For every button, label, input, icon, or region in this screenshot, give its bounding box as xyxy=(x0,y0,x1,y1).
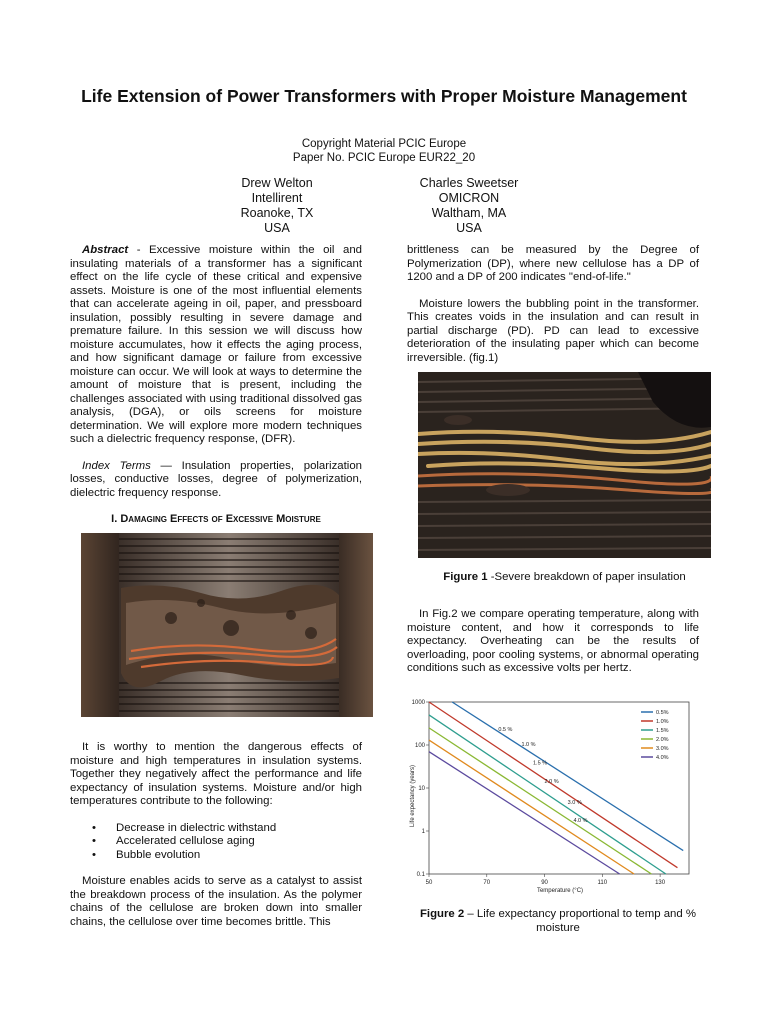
author-org: Intellirent xyxy=(251,191,303,205)
legend-label: 1.0% xyxy=(656,719,669,725)
figure-2-text: – Life expectancy proportional to temp and % moisture xyxy=(464,908,697,934)
body-paragraph: brittleness can be measured by the Degree of Polymerization (DP), where new cellulose has a DP of 1200 and a DP of 200 indicates "end-of-life." xyxy=(407,244,699,283)
x-tick-label: 70 xyxy=(483,880,491,886)
x-tick-label: 50 xyxy=(425,880,433,886)
author-city: Waltham, MA xyxy=(431,206,507,220)
effects-list xyxy=(70,822,362,863)
y-tick-label: 0.1 xyxy=(416,872,425,878)
legend-label: 1.5% xyxy=(656,728,669,734)
body-paragraph: In Fig.2 we compare operating temperature, along with moisture content, and how it corresponds to life expectancy. Overheating can be the results of overloading, poor cooling systems, or abnormal operating conditions such as excessive volts per hertz. xyxy=(407,608,699,674)
index-terms-text: — Insulation properties, polarization losses, conductive losses, degree of polymerization, dielectric frequency response. xyxy=(70,459,362,499)
figure-1-photo xyxy=(418,372,711,558)
copyright-line: Copyright Material PCIC Europe xyxy=(301,138,467,150)
list-item: • Decrease in dielectric withstand xyxy=(92,821,277,834)
section-number: I. xyxy=(111,513,118,525)
author-org: OMICRON xyxy=(438,191,500,205)
y-tick-label: 1 xyxy=(421,829,425,835)
figure-2-chart xyxy=(405,694,705,898)
figure-1-label: Figure 1 xyxy=(443,571,488,583)
paper-title: Life Extension of Power Transformers with Proper Moisture Management xyxy=(81,86,687,106)
x-axis-label: Temperature (°C) xyxy=(536,888,584,894)
author-block-2 xyxy=(384,176,554,236)
series-annotation: 2.0 % xyxy=(544,779,559,786)
index-terms-label: Index Terms xyxy=(82,459,151,472)
left-column-top xyxy=(70,244,362,527)
series-annotation: 0.5 % xyxy=(498,727,513,734)
author-country: USA xyxy=(264,221,290,235)
figure-2-caption xyxy=(418,908,698,935)
figure-1-caption xyxy=(418,571,711,585)
legend-label: 3.0% xyxy=(656,746,669,752)
left-column-bottom xyxy=(70,741,362,942)
author-city: Roanoke, TX xyxy=(240,206,314,220)
legend-label: 0.5% xyxy=(656,710,669,716)
author-name: Drew Welton xyxy=(241,176,313,190)
abstract-paragraph xyxy=(70,244,362,447)
body-paragraph: Moisture enables acids to serve as a catalyst to assist the breakdown process of the insulation. As the polymer chains of the cellulose are broken down into smaller chains, the cellulose over time becomes brittle. This xyxy=(70,875,362,928)
abstract-text: - Excessive moisture within the oil and insulating materials of a transformer has a significant effect on the life cycle of these critical and expensive assets. Moisture is one of the most influential elements that can accelerate ageing in oil, paper, and pressboard insulation, possibly resulting in severe damage and premature failure. In this session we will discuss how moisture accumulates, how it effects the aging process, and how significant damage or failure from excessive moisture can occur. We will look at ways to determine the amount of moisture that is present, including the challenges associated with using traditional dissolved gas analysis, (DGA), or oils screens for moisture determination. We will explore more modern techniques such a dielectric frequency response, (DFR). xyxy=(70,244,362,445)
y-tick-label: 100 xyxy=(414,743,425,749)
author-name: Charles Sweetser xyxy=(419,176,519,190)
figure-1-text: -Severe breakdown of paper insulation xyxy=(487,571,686,583)
x-tick-label: 130 xyxy=(655,880,666,886)
body-paragraph: It is worthy to mention the dangerous effects of moisture and high temperatures in insulation systems. Together they negatively affect the performance and life expectancy of insulation systems. Moisture and/or high temperatures contribute to the following: xyxy=(70,741,362,807)
x-tick-label: 110 xyxy=(597,880,608,886)
section-title: Damaging Effects of Excessive Moisture xyxy=(120,513,321,525)
abstract-label: Abstract xyxy=(82,244,129,256)
paper-number: Paper No. PCIC Europe EUR22_20 xyxy=(292,152,476,164)
list-item: • Accelerated cellulose aging xyxy=(92,835,255,847)
series-annotation: 1.0 % xyxy=(521,741,536,748)
series-annotation: 4.0 % xyxy=(573,818,588,825)
y-tick-label: 10 xyxy=(418,786,425,792)
list-item: • Bubble evolution xyxy=(92,848,201,861)
series-annotation: 3.0 % xyxy=(567,800,582,807)
index-terms-paragraph xyxy=(70,460,362,501)
y-tick-label: 1000 xyxy=(411,700,425,706)
legend-label: 4.0% xyxy=(656,755,669,761)
right-column-top xyxy=(407,244,699,378)
section-heading xyxy=(70,513,362,527)
transformer-winding-photo xyxy=(81,533,373,717)
legend-label: 2.0% xyxy=(656,737,669,743)
copyright-block xyxy=(184,137,584,165)
series-annotation: 1.5 % xyxy=(533,760,548,767)
y-axis-label: Life expectancy (years) xyxy=(410,764,416,828)
figure-2-label: Figure 2 xyxy=(419,908,465,920)
body-paragraph: Moisture lowers the bubbling point in the transformer. This creates voids in the insulation and can result in partial discharge (PD). PD can lead to excessive deterioration of the insulating paper which can become irreversible. (fig.1) xyxy=(407,297,699,364)
right-column-middle xyxy=(407,608,699,689)
author-country: USA xyxy=(456,221,482,235)
author-block-1 xyxy=(192,176,362,236)
life-expectancy-chart xyxy=(405,694,705,898)
x-tick-label: 90 xyxy=(541,880,548,886)
